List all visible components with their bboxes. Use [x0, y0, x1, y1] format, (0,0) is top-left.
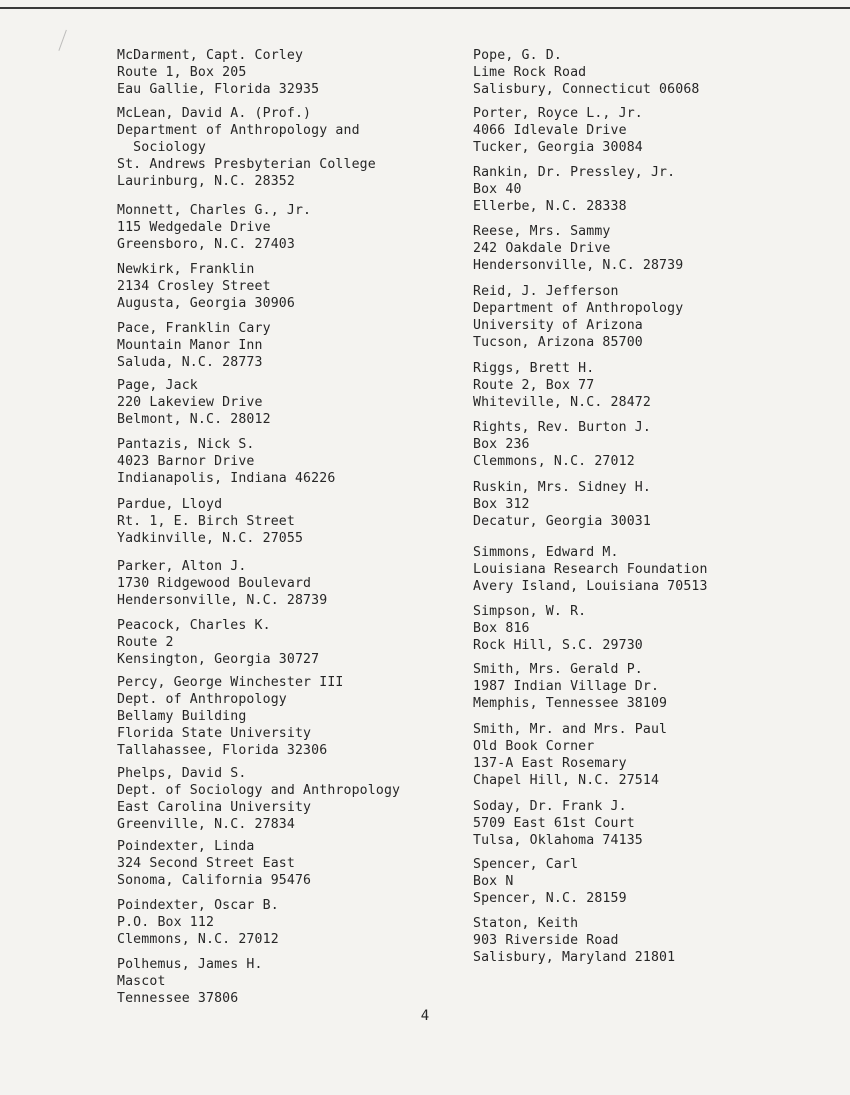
- entry-name: Phelps, David S.: [117, 766, 247, 781]
- entry-address-line: Greensboro, N.C. 27403: [117, 237, 295, 252]
- entry-address-line: Whiteville, N.C. 28472: [473, 395, 651, 410]
- entry-name: Poindexter, Oscar B.: [117, 898, 279, 913]
- pencil-mark: [58, 30, 70, 52]
- entry-address-line: Ellerbe, N.C. 28338: [473, 199, 627, 214]
- entry-name: Newkirk, Franklin: [117, 262, 255, 277]
- entry-name: Parker, Alton J.: [117, 559, 247, 574]
- entry-address-line: Bellamy Building: [117, 709, 247, 724]
- entry-name: Simmons, Edward M.: [473, 545, 619, 560]
- entry-address-line: Old Book Corner: [473, 739, 595, 754]
- entry-address-line: 4023 Barnor Drive: [117, 454, 255, 469]
- entry-name: Pardue, Lloyd: [117, 497, 223, 512]
- address-entry: [117, 956, 263, 1007]
- entry-address-line: East Carolina University: [117, 800, 312, 815]
- address-entry: [117, 261, 295, 312]
- entry-name: Page, Jack: [117, 378, 198, 393]
- entry-name: Smith, Mrs. Gerald P.: [473, 662, 643, 677]
- entry-address-line: 115 Wedgedale Drive: [117, 220, 271, 235]
- entry-name: Soday, Dr. Frank J.: [473, 799, 627, 814]
- entry-address-line: 137-A East Rosemary: [473, 756, 627, 771]
- entry-address-line: Salisbury, Maryland 21801: [473, 950, 676, 965]
- entry-name: McLean, David A. (Prof.): [117, 106, 312, 121]
- entry-address-line: 903 Riverside Road: [473, 933, 619, 948]
- address-entry: [117, 617, 319, 668]
- entry-address-line: Route 1, Box 205: [117, 65, 247, 80]
- entry-address-line: Yadkinville, N.C. 27055: [117, 531, 304, 546]
- address-entry: [473, 915, 675, 966]
- address-entry: [117, 674, 344, 759]
- address-entry: [473, 419, 651, 470]
- entry-address-line: Mountain Manor Inn: [117, 338, 263, 353]
- address-entry: [117, 105, 376, 190]
- entry-address-line: Belmont, N.C. 28012: [117, 412, 271, 427]
- address-entry: [117, 558, 327, 609]
- entry-address-line: Greenville, N.C. 27834: [117, 817, 295, 832]
- entry-name: Smith, Mr. and Mrs. Paul: [473, 722, 668, 737]
- address-entry: [473, 798, 643, 849]
- entry-address-line: University of Arizona: [473, 318, 643, 333]
- entry-address-line: Clemmons, N.C. 27012: [473, 454, 635, 469]
- entry-address-line: Rock Hill, S.C. 29730: [473, 638, 643, 653]
- entry-address-line: 1730 Ridgewood Boulevard: [117, 576, 312, 591]
- entry-address-line: Box 816: [473, 621, 530, 636]
- entry-address-line: Louisiana Research Foundation: [473, 562, 708, 577]
- address-entry: [473, 721, 667, 789]
- entry-name: Riggs, Brett H.: [473, 361, 595, 376]
- address-entry: [117, 202, 311, 253]
- entry-address-line: Decatur, Georgia 30031: [473, 514, 651, 529]
- address-entry: [117, 897, 279, 948]
- entry-name: Reese, Mrs. Sammy: [473, 224, 611, 239]
- entry-address-line: Sonoma, California 95476: [117, 873, 312, 888]
- address-entry: [473, 47, 700, 98]
- entry-address-line: Kensington, Georgia 30727: [117, 652, 320, 667]
- entry-name: McDarment, Capt. Corley: [117, 48, 304, 63]
- entry-address-line: 4066 Idlevale Drive: [473, 123, 627, 138]
- address-entry: [117, 47, 319, 98]
- entry-address-line: Box N: [473, 874, 514, 889]
- entry-name: Poindexter, Linda: [117, 839, 255, 854]
- entry-name: Pace, Franklin Cary: [117, 321, 271, 336]
- entry-name: Polhemus, James H.: [117, 957, 263, 972]
- entry-address-line: Hendersonville, N.C. 28739: [117, 593, 328, 608]
- entry-address-line: Eau Gallie, Florida 32935: [117, 82, 320, 97]
- entry-name: Percy, George Winchester III: [117, 675, 344, 690]
- entry-address-line: Spencer, N.C. 28159: [473, 891, 627, 906]
- entry-address-line: St. Andrews Presbyterian College: [117, 157, 376, 172]
- entry-address-line: 220 Lakeview Drive: [117, 395, 263, 410]
- entry-address-line: Hendersonville, N.C. 28739: [473, 258, 684, 273]
- entry-name: Simpson, W. R.: [473, 604, 587, 619]
- entry-address-line: Tucson, Arizona 85700: [473, 335, 643, 350]
- address-entry: [473, 164, 675, 215]
- entry-name: Pantazis, Nick S.: [117, 437, 255, 452]
- entry-address-line: Memphis, Tennessee 38109: [473, 696, 668, 711]
- entry-address-line: Sociology: [117, 140, 206, 155]
- entry-address-line: Box 236: [473, 437, 530, 452]
- entry-name: Rights, Rev. Burton J.: [473, 420, 651, 435]
- entry-address-line: Salisbury, Connecticut 06068: [473, 82, 700, 97]
- entry-address-line: P.O. Box 112: [117, 915, 215, 930]
- entry-name: Ruskin, Mrs. Sidney H.: [473, 480, 651, 495]
- entry-name: Spencer, Carl: [473, 857, 579, 872]
- address-entry: [117, 320, 271, 371]
- entry-address-line: Box 312: [473, 497, 530, 512]
- entry-address-line: Clemmons, N.C. 27012: [117, 932, 279, 947]
- entry-name: Monnett, Charles G., Jr.: [117, 203, 312, 218]
- entry-name: Porter, Royce L., Jr.: [473, 106, 643, 121]
- entry-address-line: 2134 Crosley Street: [117, 279, 271, 294]
- address-entry: [473, 283, 683, 351]
- entry-address-line: Laurinburg, N.C. 28352: [117, 174, 295, 189]
- entry-address-line: Indianapolis, Indiana 46226: [117, 471, 336, 486]
- entry-address-line: Tallahassee, Florida 32306: [117, 743, 328, 758]
- address-entry: [473, 603, 643, 654]
- address-entry: [473, 661, 667, 712]
- entry-address-line: Florida State University: [117, 726, 312, 741]
- entry-address-line: Tulsa, Oklahoma 74135: [473, 833, 643, 848]
- address-entry: [117, 838, 311, 889]
- entry-address-line: 242 Oakdale Drive: [473, 241, 611, 256]
- address-entry: [117, 496, 303, 547]
- entry-address-line: Rt. 1, E. Birch Street: [117, 514, 295, 529]
- entry-address-line: 5709 East 61st Court: [473, 816, 635, 831]
- page-number: 4: [420, 1008, 430, 1024]
- address-entry: [473, 105, 643, 156]
- entry-address-line: 324 Second Street East: [117, 856, 295, 871]
- entry-address-line: Department of Anthropology and: [117, 123, 360, 138]
- entry-address-line: Tucker, Georgia 30084: [473, 140, 643, 155]
- entry-address-line: Box 40: [473, 182, 522, 197]
- entry-address-line: Avery Island, Louisiana 70513: [473, 579, 708, 594]
- entry-address-line: Dept. of Sociology and Anthropology: [117, 783, 401, 798]
- address-entry: [473, 360, 651, 411]
- entry-address-line: Augusta, Georgia 30906: [117, 296, 295, 311]
- entry-address-line: Route 2: [117, 635, 174, 650]
- address-entry: [117, 377, 271, 428]
- entry-name: Pope, G. D.: [473, 48, 562, 63]
- address-entry: [117, 765, 400, 833]
- entry-address-line: Lime Rock Road: [473, 65, 587, 80]
- entry-address-line: Department of Anthropology: [473, 301, 684, 316]
- address-entry: [117, 436, 335, 487]
- entry-address-line: Chapel Hill, N.C. 27514: [473, 773, 660, 788]
- entry-address-line: Dept. of Anthropology: [117, 692, 287, 707]
- entry-address-line: Mascot: [117, 974, 166, 989]
- entry-name: Peacock, Charles K.: [117, 618, 271, 633]
- entry-address-line: Route 2, Box 77: [473, 378, 595, 393]
- entry-address-line: Tennessee 37806: [117, 991, 239, 1006]
- entry-name: Rankin, Dr. Pressley, Jr.: [473, 165, 676, 180]
- entry-address-line: 1987 Indian Village Dr.: [473, 679, 660, 694]
- address-entry: [473, 544, 708, 595]
- entry-name: Staton, Keith: [473, 916, 579, 931]
- page-top-edge: [0, 7, 850, 9]
- address-entry: [473, 479, 651, 530]
- entry-name: Reid, J. Jefferson: [473, 284, 619, 299]
- address-entry: [473, 856, 627, 907]
- entry-address-line: Saluda, N.C. 28773: [117, 355, 263, 370]
- address-entry: [473, 223, 683, 274]
